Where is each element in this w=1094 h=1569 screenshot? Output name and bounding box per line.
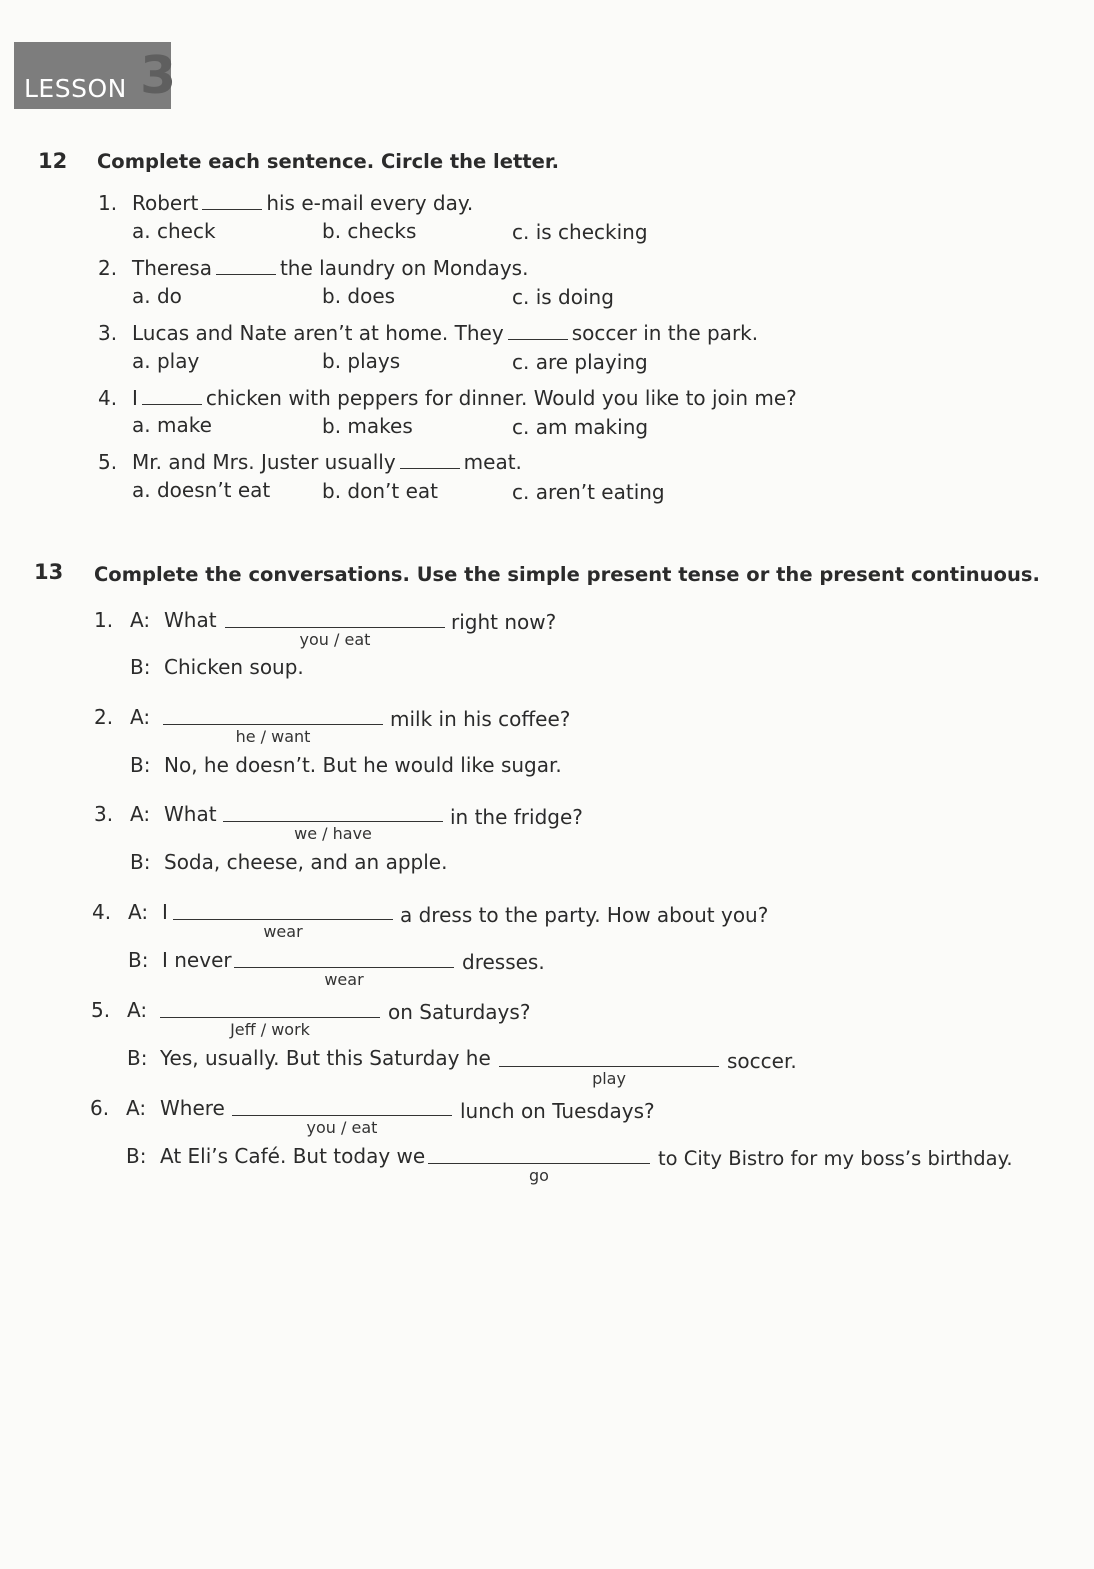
ex13-item-4-b-cue: wear — [324, 970, 364, 989]
ex13-item-6-a-blank[interactable] — [232, 1115, 452, 1116]
ex12-item-4-option-b[interactable]: b. makes — [322, 414, 413, 438]
ex13-item-6-a-after: lunch on Tuesdays? — [460, 1099, 655, 1123]
ex13-item-5-number: 5. — [91, 998, 111, 1022]
ex13-item-6-number: 6. — [90, 1096, 110, 1120]
ex13-item-3-a-cue: we / have — [294, 824, 372, 843]
lesson-label: LESSON — [24, 74, 127, 103]
speaker-b: B: — [130, 753, 151, 777]
ex12-item-4: 4. I chicken with peppers for dinner. Would you like to join me? — [98, 386, 797, 410]
ex13-item-1-a-cue: you / eat — [299, 630, 371, 649]
ex13-item-1-a-after: right now? — [451, 610, 557, 634]
ex12-item-4-option-a[interactable]: a. make — [132, 413, 212, 437]
ex13-item-1-number: 1. — [94, 608, 114, 632]
speaker-a: A: — [127, 998, 148, 1022]
answer-blank[interactable] — [142, 403, 202, 405]
ex13-item-6-b-after: to City Bistro for my boss’s birthday. — [658, 1147, 1013, 1170]
ex13-item-5-b-before: Yes, usually. But this Saturday he — [160, 1046, 491, 1070]
ex13-item-3-a-blank[interactable] — [223, 821, 443, 822]
ex12-item-5: 5. Mr. and Mrs. Juster usually meat. — [98, 450, 522, 474]
ex12-item-3-option-a[interactable]: a. play — [132, 349, 200, 373]
answer-blank[interactable] — [216, 273, 276, 275]
ex13-item-5-b-blank[interactable] — [499, 1066, 719, 1067]
lesson-header — [14, 42, 177, 109]
ex12-item-1-option-a[interactable]: a. check — [132, 219, 216, 243]
ex13-item-2-a-cue: he / want — [235, 727, 311, 746]
ex12-item-3-option-b[interactable]: b. plays — [322, 349, 401, 373]
ex13-item-4-number: 4. — [92, 900, 112, 924]
ex13-item-2-a-blank[interactable] — [163, 724, 383, 725]
ex13-item-1-b-text: Chicken soup. — [164, 655, 304, 679]
ex12-item-2: 2. Theresa the laundry on Mondays. — [98, 256, 529, 280]
ex12-item-1-option-b[interactable]: b. checks — [322, 219, 417, 243]
ex12-item-1-option-c[interactable]: c. is checking — [512, 220, 648, 244]
answer-blank[interactable] — [508, 338, 568, 340]
ex13-item-1-a-blank[interactable] — [225, 627, 445, 628]
speaker-a: A: — [130, 802, 151, 826]
ex12-item-4-option-c[interactable]: c. am making — [512, 415, 649, 439]
lesson-number: 3 — [140, 46, 177, 106]
speaker-b: B: — [128, 948, 149, 972]
ex13-item-6-a-before: Where — [160, 1096, 225, 1120]
speaker-b: B: — [130, 850, 151, 874]
ex13-item-6-b-before: At Eli’s Café. But today we — [160, 1144, 426, 1168]
speaker-a: A: — [130, 705, 151, 729]
ex13-item-6-a-cue: you / eat — [306, 1118, 378, 1137]
speaker-b: B: — [130, 655, 151, 679]
ex12-item-3: 3. Lucas and Nate aren’t at home. They soccer in the park. — [98, 321, 759, 345]
ex13-item-4-a-cue: wear — [263, 922, 303, 941]
ex13-item-2-number: 2. — [94, 705, 114, 729]
ex13-item-2-b-text: No, he doesn’t. But he would like sugar. — [164, 753, 562, 777]
ex13-item-5-a-blank[interactable] — [160, 1017, 380, 1018]
exercise-13-number: 13 — [34, 560, 64, 584]
ex13-item-4-a-before: I — [162, 900, 168, 924]
ex13-item-5-b-cue: play — [592, 1069, 626, 1088]
ex12-item-5-option-b[interactable]: b. don’t eat — [322, 479, 438, 503]
answer-blank[interactable] — [202, 208, 262, 210]
ex13-item-4-b-before: I never — [162, 948, 232, 972]
ex13-item-5-b-after: soccer. — [727, 1049, 797, 1073]
ex13-item-3-b-text: Soda, cheese, and an apple. — [164, 850, 448, 874]
ex13-item-6-b-cue: go — [529, 1166, 549, 1185]
ex13-item-2-a-after: milk in his coffee? — [390, 707, 571, 731]
ex13-item-3-a-before: What — [164, 802, 217, 826]
answer-blank[interactable] — [400, 467, 460, 469]
ex12-item-2-option-a[interactable]: a. do — [132, 284, 182, 308]
ex13-item-4-b-blank[interactable] — [234, 967, 454, 968]
ex12-item-3-option-c[interactable]: c. are playing — [512, 350, 648, 374]
speaker-b: B: — [126, 1144, 147, 1168]
ex13-item-4-a-after: a dress to the party. How about you? — [400, 903, 769, 927]
ex13-item-4-b-after: dresses. — [462, 950, 545, 974]
speaker-a: A: — [126, 1096, 147, 1120]
ex12-item-5-option-c[interactable]: c. aren’t eating — [512, 480, 665, 504]
ex12-item-2-option-b[interactable]: b. does — [322, 284, 396, 308]
speaker-b: B: — [127, 1046, 148, 1070]
ex12-item-2-option-c[interactable]: c. is doing — [512, 285, 614, 309]
ex12-item-1: 1. Robert his e-mail every day. — [98, 191, 474, 215]
exercise-13-instruction: Complete the conversations. Use the simple present tense or the present continuous. — [94, 563, 1040, 586]
ex13-item-3-a-after: in the fridge? — [450, 805, 583, 829]
ex13-item-5-a-after: on Saturdays? — [388, 1000, 531, 1024]
ex13-item-3-number: 3. — [94, 802, 114, 826]
ex13-item-1-a-before: What — [164, 608, 217, 632]
exercise-12-instruction: Complete each sentence. Circle the letter. — [97, 150, 560, 173]
speaker-a: A: — [128, 900, 149, 924]
speaker-a: A: — [130, 608, 151, 632]
exercise-12-number: 12 — [38, 149, 68, 173]
ex13-item-5-a-cue: Jeff / work — [230, 1020, 310, 1039]
ex13-item-4-a-blank[interactable] — [173, 919, 393, 920]
ex12-item-5-option-a[interactable]: a. doesn’t eat — [132, 478, 271, 502]
ex13-item-6-b-blank[interactable] — [428, 1163, 650, 1164]
